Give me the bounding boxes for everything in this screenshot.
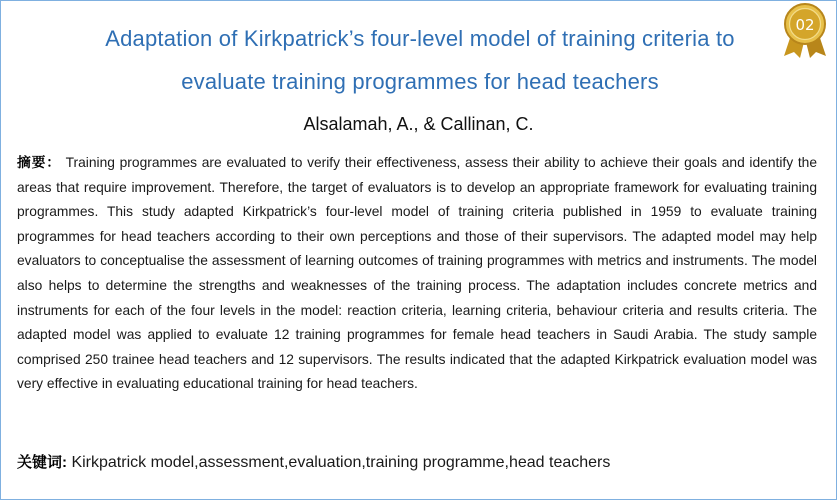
abstract-text: Training programmes are evaluated to verify their effectiveness, assess their ability to achieve their goals and identify the areas that require improvement. Therefore, the target of evaluators is to develop an appropriate framework for evaluating training programmes. This study adapted Kirkpatrick’s four-level model of training criteria published in 1959 to evaluate training programmes for head teachers according to their own perceptions and those of their supervisors. The adapted model may help evaluators to conceptualise the assessment of learning outcomes of training programmes with metrics and instruments. The model also helps to determine the strengths and weaknesses of the training process. The adaptation includes concrete metrics and instruments for each of the four levels in the model: reaction criteria, learning criteria, behaviour criteria and results criteria. The adapted model was applied to evaluate 12 training programmes for female head teachers in Saudi Arabia. The study sample comprised 250 trainee head teachers and 12 supervisors. The results indicated that the adapted Kirkpatrick evaluation model was very effective in evaluating educational training for head teachers.: [17, 155, 818, 392]
title-line-2: evaluate training programmes for head teachers: [181, 69, 659, 94]
keywords-text: Kirkpatrick model,assessment,evaluation,training programme,head teachers: [71, 454, 611, 471]
abstract-label: 摘要：: [17, 155, 61, 170]
medal-badge-icon: [780, 2, 830, 58]
title-line-1: Adaptation of Kirkpatrick’s four-level model of training criteria to: [105, 26, 735, 51]
authors: Alsalamah, A., & Callinan, C.: [303, 114, 534, 134]
badge-number: 02: [795, 16, 815, 34]
abstract-paragraph: [17, 151, 817, 397]
keywords-label: 关键词:: [17, 454, 67, 471]
keywords-line: [17, 451, 817, 472]
